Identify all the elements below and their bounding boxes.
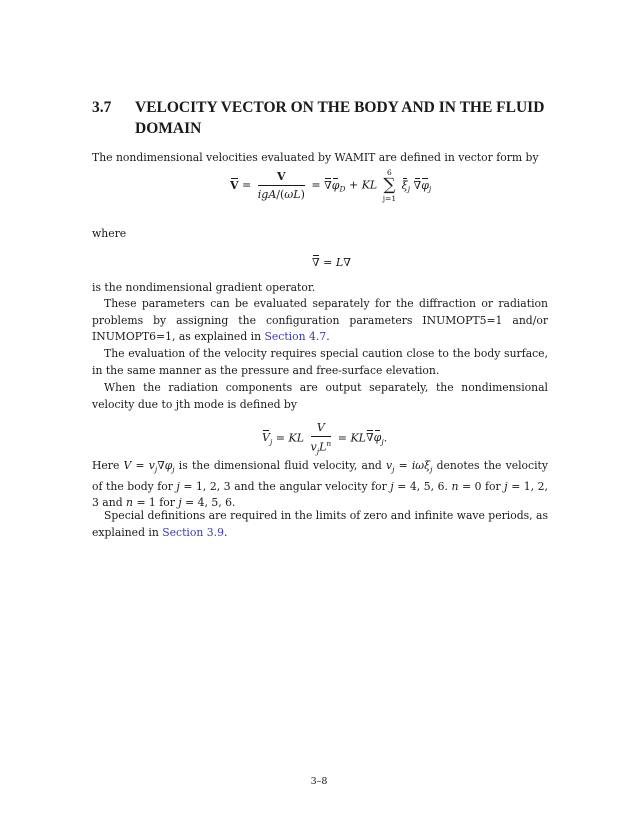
- section-number: 3.7: [92, 99, 112, 116]
- page-number: 3–8: [310, 776, 328, 787]
- paragraph-gradient: is the nondimensional gradient operator.: [92, 281, 316, 294]
- paragraph-radiation: When the radiation components are output separately, the nondimensional velocity due to jth mode is defined by: [92, 381, 548, 411]
- section-link-4-7[interactable]: Section 4.7: [264, 330, 327, 344]
- paragraph-intro: The nondimensional velocities evaluated by WAMIT are defined in vector form by: [92, 151, 539, 164]
- paragraph-special-definitions: Special definitions are required in the limits of zero and infinite wave periods, as explained in Section 3.9.: [92, 509, 549, 539]
- equation-mode-velocity: $V_j$ = KL $\frac{V}{v_jL^n}$ = $KL\nabla\varphi_j$.: [262, 421, 388, 456]
- paragraph-caution: The evaluation of the velocity requires special caution close to the body surface, in the same manner as the pressure and free-surface elevation.: [92, 347, 548, 377]
- equation-gradient-operator: ∇ = L∇: [312, 256, 351, 269]
- paragraph-where: where: [92, 227, 127, 240]
- equation-velocity-vector: V = $\frac{V}{\text{igA/(ωL)}}$ = $\nabla\varphi_D$ + KL 6 ∑ j=1 $\xi_j$ $\nabla\varphi_j$: [230, 168, 432, 203]
- summation-symbol: 6 ∑ j=1: [382, 168, 397, 203]
- section-heading: [92, 97, 592, 139]
- paragraph-configuration: These parameters can be evaluated separately for the diffraction or radiation problems by assigning the configuration parameters INUMOPT5=1 and/or INUMOPT6=1, as explained in Section 4.7.: [92, 297, 548, 344]
- section-link-3-9[interactable]: Section 3.9: [162, 525, 224, 539]
- section-title: VELOCITY VECTOR ON THE BODY AND IN THE FLUID DOMAIN: [135, 99, 545, 137]
- paragraph-definitions: Here $V = v_j\nabla\varphi_j$ is the dimensional fluid velocity, and $v_j = i\omega\xi_j$ denotes the velocity of the body for j = 1, 2, 3 and the angular velocity for j = 4, 5, 6. n = 0 for j = 1, 2, 3 and n = 1 for j = 4, 5, 6.: [92, 459, 548, 510]
